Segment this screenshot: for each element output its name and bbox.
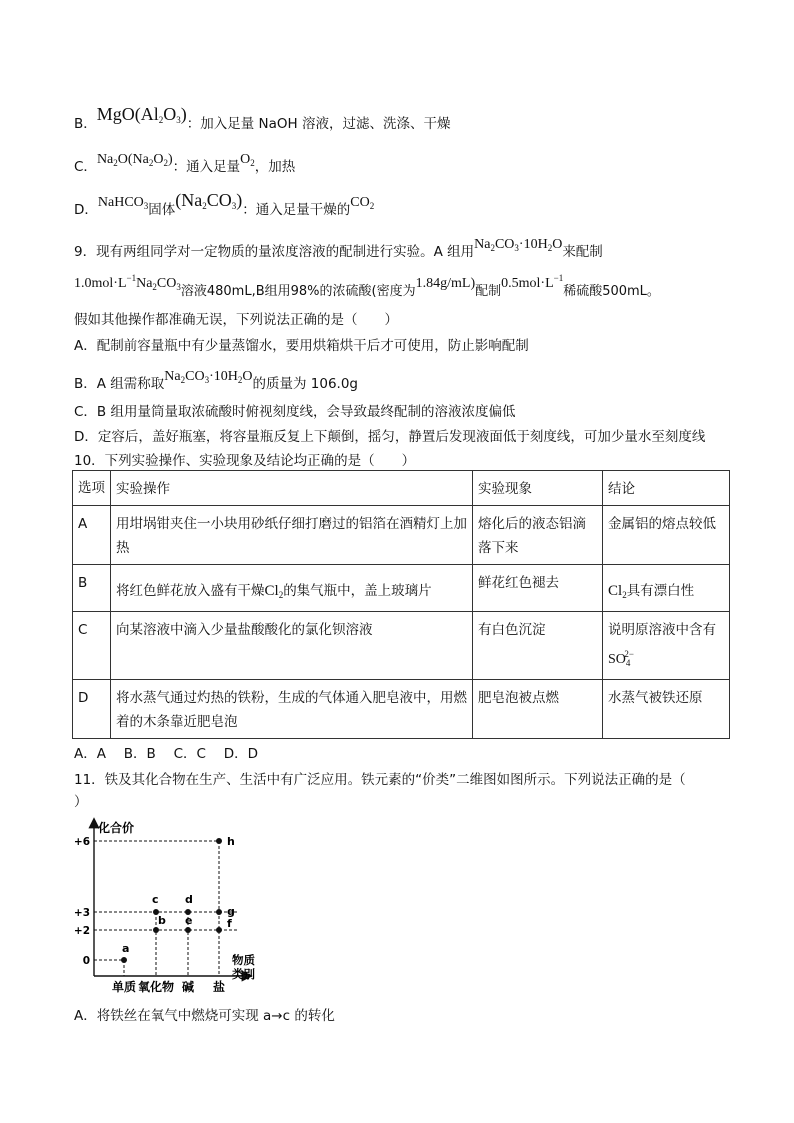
point-label-d: d (185, 893, 193, 906)
table-header-row (73, 471, 730, 506)
table-row (73, 506, 730, 565)
experiment-table (72, 470, 730, 739)
chem-formula: $Na_2CO_3\cdot 10H_2O$ (474, 237, 563, 253)
phenomenon-cell: 肥皂泡被点燃 (473, 680, 603, 739)
chem-formula: 1.84g/mL) (415, 276, 476, 291)
option-text: ：通入足量干燥的 (242, 202, 351, 218)
chem-formula: $Cl_2$ (264, 583, 284, 600)
q8-option-c (74, 152, 296, 176)
chem-formula: $1.0mol\cdot L^{-1}Na_2CO_3$ (74, 273, 181, 292)
q8-option-d (74, 190, 375, 219)
valence-class-chart (73, 816, 280, 998)
q9-option-b (74, 369, 358, 393)
q11-stem-line1: 11．铁及其化合物在生产、生活中有广泛应用。铁元素的“价类”二维图如图所示。下列说法正确的是（ (74, 772, 686, 788)
phenomenon-cell: 有白色沉淀 (473, 612, 603, 680)
y-tick-label: 0 (82, 955, 90, 967)
option-text: ：通入足量 (172, 159, 241, 175)
y-tick-label: +6 (73, 836, 90, 848)
chem-formula: $SO_4^{2-}$ (608, 649, 634, 668)
q8-option-b (74, 104, 451, 133)
conclusion-cell: 金属铝的熔点较低 (603, 506, 730, 565)
option-text: 固体 (148, 202, 176, 218)
text: 具有漂白性 (626, 583, 695, 599)
conclusion-cell (603, 612, 730, 680)
point-label-a: a (122, 942, 130, 955)
text: B．A 组需称取 (74, 376, 165, 392)
header-cell: 选项 (73, 471, 111, 506)
x-tick-label: 氧化物 (137, 980, 175, 994)
data-point-c (153, 909, 159, 915)
point-label-h: h (227, 835, 235, 848)
text: 来配制 (562, 244, 603, 260)
operation-cell: 向某溶液中滴入少量盐酸酸化的氯化钡溶液 (111, 612, 473, 680)
data-point-h (216, 838, 222, 844)
q10-stem: 10．下列实验操作、实验现象及结论均正确的是（ ） (74, 453, 416, 469)
q9-option-c: C．B 组用量筒量取浓硫酸时俯视刻度线，会导致最终配制的溶液浓度偏低 (74, 404, 516, 420)
x-tick-label: 碱 (181, 980, 195, 994)
y-axis-label: 化合价 (98, 821, 135, 835)
point-label-e: e (185, 914, 193, 927)
option-text: ：加入足量 NaOH 溶液，过滤、洗涤、干燥 (186, 116, 451, 132)
chem-formula: $O_2$ (240, 152, 255, 168)
y-tick-label: +2 (73, 925, 90, 937)
chem-formula: $Cl_2$ (608, 583, 627, 600)
q10-answer-options: A．A B．B C．C D．D (74, 746, 259, 762)
option-cell: B (73, 565, 111, 612)
operation-cell (111, 565, 473, 612)
q9-stem-line1 (74, 237, 603, 261)
chem-formula: $MgO(Al_2O_3)$ (96, 104, 187, 125)
q9-option-a: A．配制前容量瓶中有少量蒸馏水，要用烘箱烘干后才可使用，防止影响配制 (74, 338, 529, 354)
data-point-a (121, 957, 127, 963)
x-axis-label-line: 类别 (232, 967, 255, 981)
q9-option-d: D．定容后，盖好瓶塞，将容量瓶反复上下颠倒，摇匀，静置后发现液面低于刻度线，可加少量水至刻度线 (74, 429, 706, 445)
text: 9．现有两组同学对一定物质的量浓度溶液的配制进行实验。A 组用 (74, 244, 475, 260)
q11-option-a: A．将铁丝在氧气中燃烧可实现 a→c 的转化 (74, 1008, 335, 1024)
text: 说明原溶液中含有 (608, 622, 716, 638)
chem-formula: NaHCO$_3$ (97, 195, 149, 211)
q11-stem-line2: ） (74, 794, 88, 810)
text: 的集气瓶中，盖上玻璃片 (283, 583, 432, 599)
point-label-f: f (227, 917, 232, 930)
text: 的质量为 106.0g (252, 376, 358, 392)
text: 溶液480mL,B组用98%的浓硫酸(密度为 (180, 284, 416, 299)
conclusion-cell: 水蒸气被铁还原 (603, 680, 730, 739)
operation-cell: 用坩埚钳夹住一小块用砂纸仔细打磨过的铝箔在酒精灯上加热 (111, 506, 473, 565)
header-cell: 结论 (603, 471, 730, 506)
option-cell: C (73, 612, 111, 680)
table-row (73, 680, 730, 739)
table-row (73, 565, 730, 612)
phenomenon-cell: 熔化后的液态铝滴落下来 (473, 506, 603, 565)
option-cell: A (73, 506, 111, 565)
option-letter: D． (74, 202, 98, 218)
x-axis-label-line: 物质 (232, 953, 255, 967)
conclusion-cell (603, 565, 730, 612)
text: 将红色鲜花放入盛有干燥 (116, 583, 265, 599)
data-point-e (185, 927, 191, 933)
text: 稀硫酸500mL。 (563, 284, 660, 299)
data-point-g (216, 909, 222, 915)
q9-stem-line3: 假如其他操作都准确无误，下列说法正确的是（ ） (74, 312, 398, 328)
option-letter: B． (74, 116, 97, 132)
text: 配制 (475, 284, 502, 299)
point-label-g: g (227, 905, 235, 918)
table-row (73, 612, 730, 680)
chem-formula: $0.5mol\cdot L^{-1}$ (501, 273, 564, 291)
y-tick-label: +3 (73, 907, 90, 919)
point-label-c: c (152, 893, 159, 906)
x-axis-label (232, 953, 255, 981)
data-point-b (153, 927, 159, 933)
q9-stem-line2 (74, 273, 660, 300)
option-text: ，加热 (254, 159, 296, 175)
chem-formula: $Na_2O(Na_2O_2)$ (96, 152, 173, 168)
phenomenon-cell: 鲜花红色褪去 (473, 565, 603, 612)
option-letter: C． (74, 159, 97, 175)
data-point-f (216, 927, 222, 933)
header-cell: 实验操作 (111, 471, 473, 506)
chem-formula: $CO_2$ (350, 195, 375, 211)
chem-formula: $Na_2CO_3\cdot 10H_2O$ (164, 369, 253, 385)
chem-formula: $(Na_2CO_3)$ (175, 190, 243, 211)
option-cell: D (73, 680, 111, 739)
header-cell: 实验现象 (473, 471, 603, 506)
x-tick-label: 单质 (111, 980, 137, 994)
operation-cell: 将水蒸气通过灼热的铁粉，生成的气体通入肥皂液中，用燃着的木条靠近肥皂泡 (111, 680, 473, 739)
point-label-b: b (158, 914, 166, 927)
x-tick-label: 盐 (212, 980, 226, 994)
